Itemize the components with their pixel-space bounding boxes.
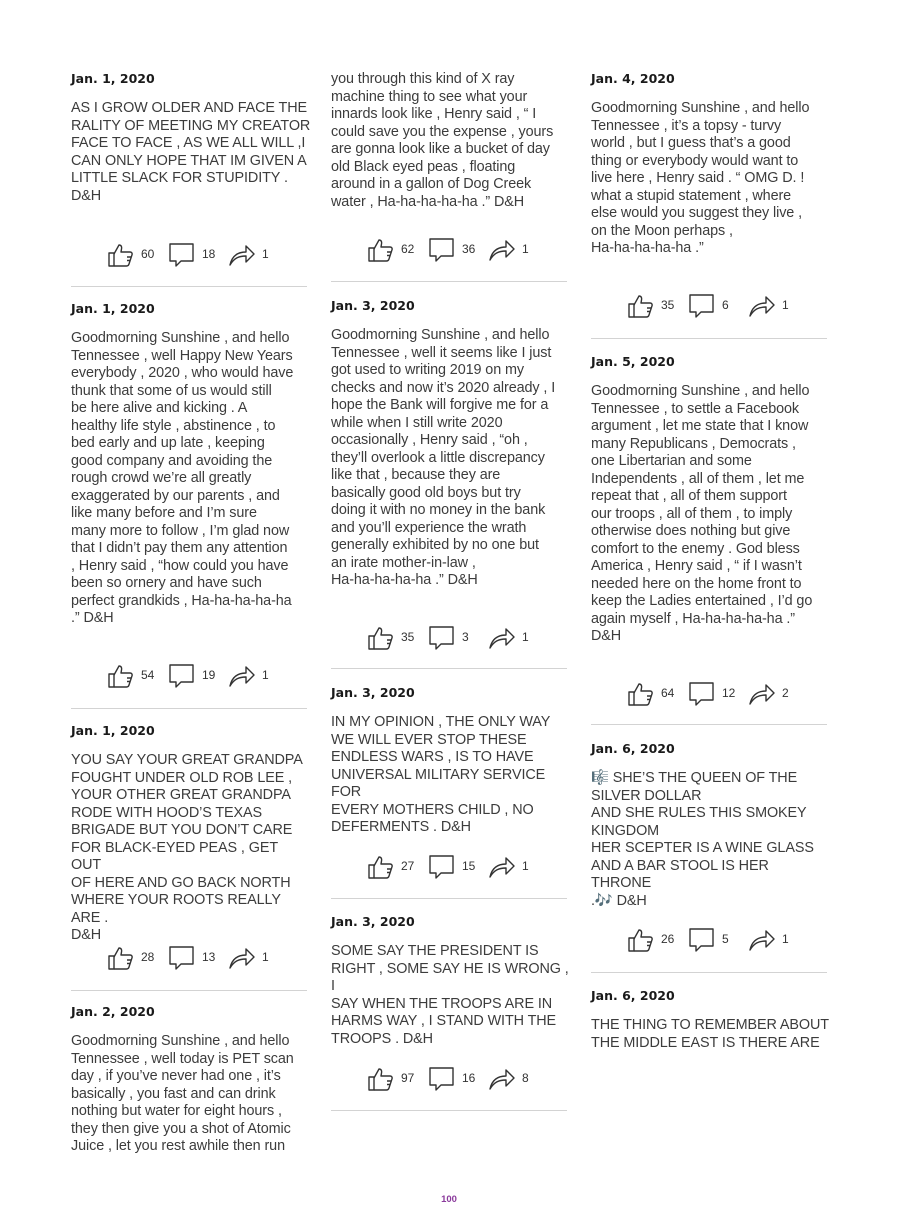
post-text: Goodmorning Sunshine , and hello Tennessee , well Happy New Years everybody , 2020 , who would have thunk that some of us would still be here alive and kicking . A healthy life style , abstinence , to bed early and up late , keeping good company and avoiding the rough crowd we’re all greatly exaggerated by our parents , and like many before and I’m sure many more to follow , I’m glad now that I didn’t pay them any attention , Henry said , “how could you have been so ornery and have such perfect grandkids , Ha-ha-ha-ha-ha .” D&H (71, 330, 294, 626)
post-actions (367, 624, 547, 652)
comment-count: 16 (462, 1071, 476, 1085)
divider (71, 286, 307, 287)
post-date: Jan. 3, 2020 (331, 298, 415, 313)
speech-bubble-icon (688, 680, 716, 708)
share-count: 1 (522, 630, 529, 644)
share-count: 1 (782, 932, 789, 946)
share-arrow-icon (488, 624, 516, 652)
divider (591, 724, 827, 725)
speech-bubble-icon (688, 292, 716, 320)
like-count: 60 (141, 247, 155, 261)
thumbs-up-icon (107, 662, 135, 690)
comment-count: 15 (462, 859, 476, 873)
post-date: Jan. 3, 2020 (331, 685, 415, 700)
thumbs-up-icon (627, 292, 655, 320)
post-date: Jan. 5, 2020 (591, 354, 675, 369)
post-date: Jan. 1, 2020 (71, 71, 155, 86)
post-text: YOU SAY YOUR GREAT GRANDPA FOUGHT UNDER OLD ROB LEE , YOUR OTHER GREAT GRANDPA RODE WITH HOOD’S TEXAS BRIGADE BUT YOU DON’T CARE FOR BLACK-EYED PEAS , GET OUT OF HERE AND GO BACK NORTH WHERE YOUR ROOTS REALLY ARE . D&H (71, 752, 303, 943)
divider (331, 281, 567, 282)
share-count: 1 (262, 950, 269, 964)
divider (71, 708, 307, 709)
share-count: 1 (522, 242, 529, 256)
post-text: Goodmorning Sunshine , and hello Tennessee , well today is PET scan day , if you’ve never had one , it’s basically , you fast and can drink nothing but water for eight hours , they then give you a shot of Atomic Juice , let you rest awhile then run (71, 1033, 294, 1154)
speech-bubble-icon (428, 1065, 456, 1093)
post-text: AS I GROW OLDER AND FACE THE RALITY OF MEETING MY CREATOR FACE TO FACE , AS WE ALL WILL ,I CAN ONLY HOPE THAT IM GIVEN A LITTLE SLACK FOR STUPIDITY . D&H (71, 100, 311, 204)
thumbs-up-icon (367, 853, 395, 881)
comment-count: 5 (722, 932, 729, 946)
share-count: 1 (522, 859, 529, 873)
share-arrow-icon (228, 241, 256, 269)
speech-bubble-icon (428, 236, 456, 264)
divider (331, 898, 567, 899)
speech-bubble-icon (428, 853, 456, 881)
divider (591, 338, 827, 339)
thumbs-up-icon (627, 926, 655, 954)
page-number: 100 (441, 1194, 457, 1205)
post-actions (367, 1065, 547, 1093)
post-date: Jan. 1, 2020 (71, 723, 155, 738)
post-actions (367, 236, 547, 264)
share-arrow-icon (748, 680, 776, 708)
like-count: 54 (141, 668, 155, 682)
thumbs-up-icon (367, 624, 395, 652)
comment-count: 19 (202, 668, 216, 682)
post-actions (627, 926, 807, 954)
post-date: Jan. 2, 2020 (71, 1004, 155, 1019)
thumbs-up-icon (627, 680, 655, 708)
like-count: 28 (141, 950, 155, 964)
post-date: Jan. 4, 2020 (591, 71, 675, 86)
post-actions (627, 292, 807, 320)
post-text: SOME SAY THE PRESIDENT IS RIGHT , SOME SAY HE IS WRONG , I SAY WHEN THE TROOPS ARE IN HARMS WAY , I STAND WITH THE TROOPS . D&H (331, 943, 569, 1047)
post-actions (627, 680, 807, 708)
share-arrow-icon (488, 236, 516, 264)
speech-bubble-icon (688, 926, 716, 954)
comment-count: 36 (462, 242, 476, 256)
comment-count: 6 (722, 298, 729, 312)
post-text: 🎼 SHE’S THE QUEEN OF THE SILVER DOLLAR AND SHE RULES THIS SMOKEY KINGDOM HER SCEPTER IS A WINE GLASS AND A BAR STOOL IS HER THRONE .🎶 D&H (591, 770, 814, 909)
post-actions (107, 241, 287, 269)
divider (331, 668, 567, 669)
thumbs-up-icon (107, 944, 135, 972)
post-date: Jan. 6, 2020 (591, 988, 675, 1003)
post-text: Goodmorning Sunshine , and hello Tennessee , to settle a Facebook argument , let me state that I know many Republicans , Democrats , one Libertarian and some Independents , all of them , let me repeat that , all of them support our troops , all of them , to imply otherwise does nothing but give comfort to the enemy . God bless America , Henry said , “ if I wasn’t needed here on the home front to keep the Ladies entertained , I’d go again myself , Ha-ha-ha-ha-ha .” D&H (591, 383, 813, 644)
comment-count: 13 (202, 950, 216, 964)
share-count: 1 (262, 668, 269, 682)
divider (71, 990, 307, 991)
post-text: you through this kind of X ray machine thing to see what your innards look like , Henry said , “ I could save you the expense , yours are gonna look like a bucket of day old Black eyed peas , floating around in a gallon of Dog Creek water , Ha-ha-ha-ha-ha .” D&H (331, 71, 554, 210)
share-arrow-icon (228, 944, 256, 972)
like-count: 26 (661, 932, 675, 946)
comment-count: 12 (722, 686, 736, 700)
post-actions (367, 853, 547, 881)
post-actions (107, 662, 287, 690)
post-date: Jan. 3, 2020 (331, 914, 415, 929)
share-arrow-icon (228, 662, 256, 690)
share-arrow-icon (488, 1065, 516, 1093)
share-arrow-icon (748, 292, 776, 320)
comment-count: 18 (202, 247, 216, 261)
post-date: Jan. 6, 2020 (591, 741, 675, 756)
like-count: 27 (401, 859, 415, 873)
share-count: 1 (262, 247, 269, 261)
divider (591, 972, 827, 973)
like-count: 35 (661, 298, 675, 312)
divider (331, 1110, 567, 1111)
speech-bubble-icon (428, 624, 456, 652)
post-date: Jan. 1, 2020 (71, 301, 155, 316)
share-count: 1 (782, 298, 789, 312)
like-count: 64 (661, 686, 675, 700)
thumbs-up-icon (107, 241, 135, 269)
post-text: Goodmorning Sunshine , and hello Tennessee , it’s a topsy - turvy world , but I guess that’s a good thing or everybody would want to live here , Henry said . “ OMG D. ! what a stupid statement , where else would you suggest they live , on the Moon perhaps , Ha-ha-ha-ha-ha .” (591, 100, 810, 256)
like-count: 62 (401, 242, 415, 256)
speech-bubble-icon (168, 241, 196, 269)
share-count: 8 (522, 1071, 529, 1085)
like-count: 97 (401, 1071, 415, 1085)
share-arrow-icon (488, 853, 516, 881)
share-count: 2 (782, 686, 789, 700)
post-text: IN MY OPINION , THE ONLY WAY WE WILL EVER STOP THESE ENDLESS WARS , IS TO HAVE UNIVERSAL MILITARY SERVICE FOR EVERY MOTHERS CHILD , NO DEFERMENTS . D&H (331, 714, 551, 835)
post-actions (107, 944, 287, 972)
thumbs-up-icon (367, 1065, 395, 1093)
comment-count: 3 (462, 630, 469, 644)
share-arrow-icon (748, 926, 776, 954)
post-text: Goodmorning Sunshine , and hello Tennessee , well it seems like I just got used to writing 2019 on my checks and now it’s 2020 already , I hope the Bank will forgive me for a while when I still write 2020 occasionally , Henry said , “oh , they’ll overlook a little discrepancy like that , because they are basically good old boys but try doing it with no money in the bank and you’ll experience the wrath generally exhibited by no one but an irate mother-in-law , Ha-ha-ha-ha-ha .” D&H (331, 327, 556, 588)
thumbs-up-icon (367, 236, 395, 264)
speech-bubble-icon (168, 662, 196, 690)
speech-bubble-icon (168, 944, 196, 972)
like-count: 35 (401, 630, 415, 644)
post-text: THE THING TO REMEMBER ABOUT THE MIDDLE EAST IS THERE ARE (591, 1017, 829, 1051)
